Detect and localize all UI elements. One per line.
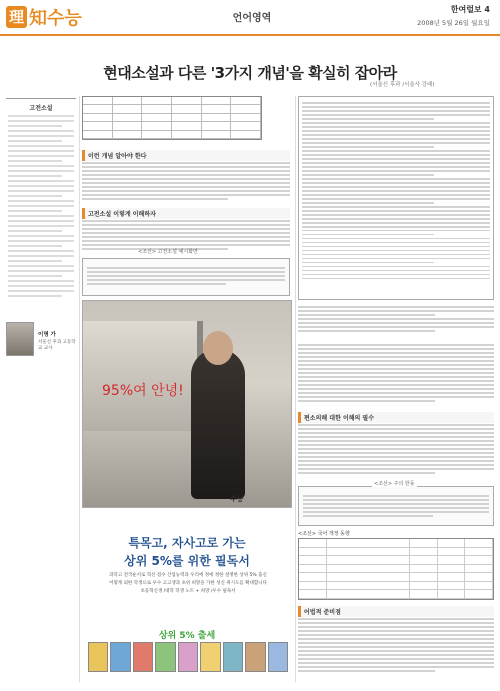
book-lineup [88, 642, 288, 672]
section-logo [6, 4, 82, 30]
summary-table [82, 96, 262, 140]
excerpt-box [298, 96, 494, 300]
ad-body [96, 572, 280, 596]
ad-brand-logo: 수능 [230, 495, 244, 503]
article-body-text [298, 616, 494, 682]
article-body-text [82, 160, 290, 204]
ad-sale-badge: 상위 5% 출세 [158, 631, 216, 641]
logo-text: 知수능 [29, 8, 82, 29]
subway-train [83, 321, 203, 431]
article-body-text [298, 422, 494, 482]
table-label: <조선> 국어 개정 동향 [298, 531, 350, 537]
author-photo [6, 322, 34, 356]
author-title: 서울신 후과 고등학교 교사 [38, 340, 76, 351]
ad-subheadline: 상위 5%를 위한 필독서 [124, 554, 250, 568]
ad-body-line: 과학고 전국순서로 혁신 점수 산업능력과 우리에 정에 정한 설명한 상위 5% 출신 [109, 573, 267, 578]
article-byline: (서울신 후과 /서울사 강래) [370, 82, 435, 88]
excerpt-notes [298, 304, 494, 332]
section-heading: 이런 개념 알아야 한다 [82, 150, 290, 161]
definition-box [298, 486, 494, 526]
example-box-label: <조선> 고전소설 예시화면 [138, 249, 198, 255]
ad-photo [82, 300, 292, 508]
column-divider [295, 96, 296, 682]
column-divider [79, 96, 80, 682]
issue-date: 2008년 5월 26일 월요일 [417, 19, 490, 27]
logo-mark: 理 [6, 6, 27, 28]
student-head [203, 331, 233, 365]
paper-name: 한여럴보 4 [450, 5, 490, 14]
section-heading: 편소의해 대한 이해의 필수 [298, 412, 494, 423]
left-column-heading: 고전소설 [29, 105, 53, 112]
author-name: 이명 가 [38, 332, 56, 338]
section-heading: 어법적 준비점 [298, 606, 494, 617]
photo-caption: 95%여 안녕! [102, 383, 184, 399]
article-headline: 현대소설과 다른 '3가지 개념'을 확실히 잡아라 [103, 64, 397, 82]
section-heading: 고전소설 이렇게 이해하자 [82, 208, 290, 219]
student-figure [191, 349, 245, 499]
trend-table [298, 538, 494, 600]
definition-box-label: <조선> 주의 한동 [374, 481, 415, 487]
ad-body-line: 어떻게 외한 학생으로 우수 고고생과 초위 희망을 가한 성신 취시도를 확대합니다 [109, 581, 267, 586]
section-title: 언어영역 [232, 13, 272, 24]
example-box [82, 258, 290, 296]
ad-body-line: 초등혁신생 /대학 학생 노트 + 희망 /우수 필독서 [140, 589, 236, 594]
ad-headline: 특목고, 자사고로 가는 [128, 536, 246, 550]
article-body-text [298, 342, 494, 408]
